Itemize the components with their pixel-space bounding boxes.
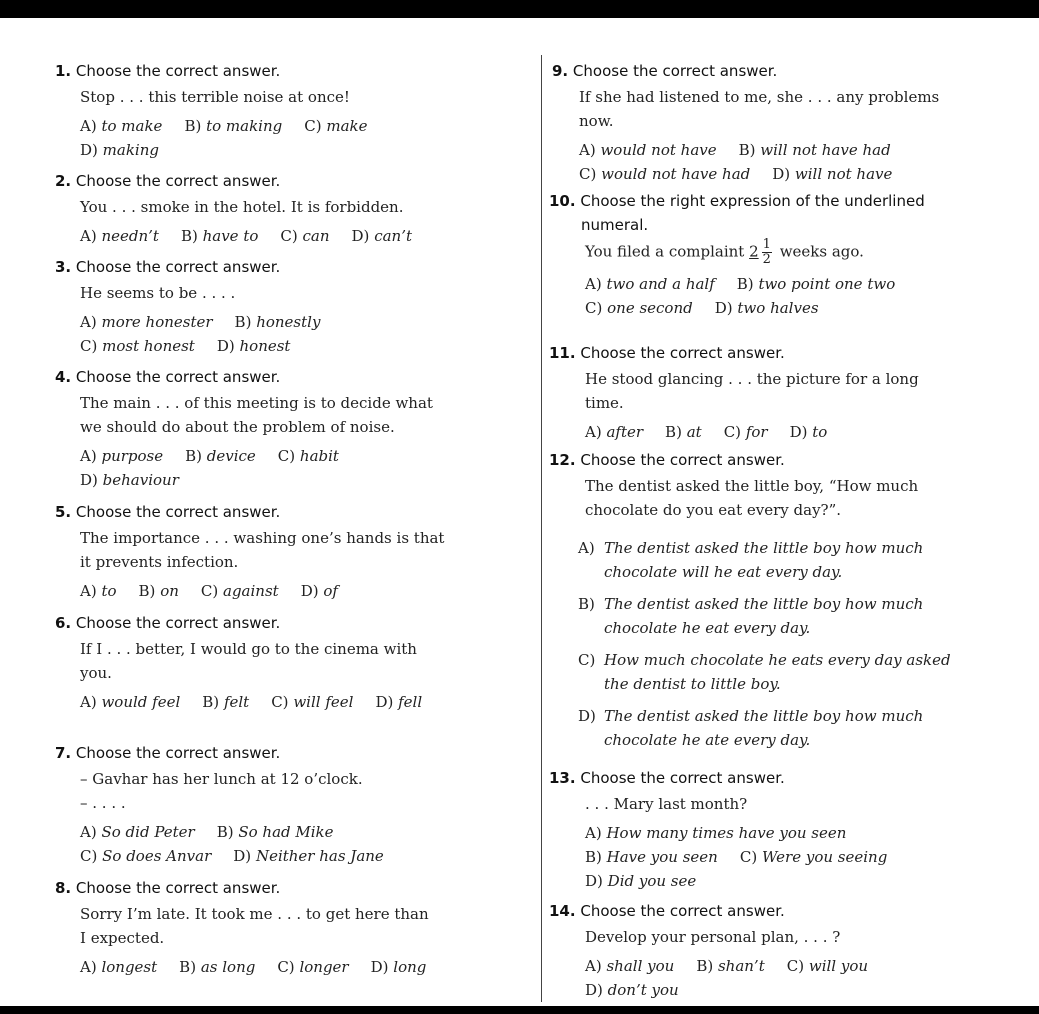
option-text: honestly bbox=[256, 313, 321, 331]
option-letter: B) bbox=[138, 582, 156, 600]
option-letter: B) bbox=[736, 275, 754, 293]
question-4 bbox=[55, 368, 433, 492]
question-header bbox=[55, 744, 406, 762]
answer-option bbox=[787, 957, 868, 975]
option-row bbox=[80, 955, 448, 979]
option-letter: C) bbox=[277, 447, 296, 465]
question-instruction: Choose the correct answer. bbox=[580, 344, 785, 362]
options bbox=[585, 821, 909, 893]
option-letter: D) bbox=[300, 582, 319, 600]
question-number: 12. bbox=[549, 451, 576, 469]
question-header bbox=[55, 172, 434, 190]
column-divider bbox=[541, 55, 542, 1002]
option-letter: B) bbox=[202, 693, 220, 711]
answer-option bbox=[280, 227, 329, 245]
question-6 bbox=[55, 614, 444, 714]
option-row bbox=[585, 954, 890, 978]
option-row bbox=[585, 978, 890, 1002]
option-letter: B) bbox=[738, 141, 756, 159]
option-text: device bbox=[206, 447, 256, 465]
question-header bbox=[549, 769, 909, 787]
option-text: felt bbox=[223, 693, 250, 711]
question-instruction: Choose the correct answer. bbox=[75, 258, 281, 276]
option-letter: B) bbox=[184, 117, 202, 135]
question-number: 14. bbox=[549, 902, 576, 920]
options bbox=[80, 224, 434, 248]
option-letter: A) bbox=[80, 117, 97, 135]
question-number: 4. bbox=[55, 368, 72, 386]
option-row bbox=[80, 444, 433, 468]
option-text: purpose bbox=[101, 447, 164, 465]
option-letter: A) bbox=[585, 423, 602, 441]
answer-option bbox=[181, 227, 258, 245]
option-text: don’t you bbox=[607, 981, 679, 999]
options bbox=[80, 444, 433, 492]
question-number: 6. bbox=[55, 614, 72, 632]
option-letter: A) bbox=[585, 957, 602, 975]
answer-option bbox=[737, 275, 895, 293]
option-letter: D) bbox=[772, 165, 791, 183]
answer-option bbox=[715, 299, 819, 317]
option-letter: B) bbox=[696, 957, 714, 975]
question-7 bbox=[55, 744, 406, 868]
answer-option bbox=[579, 165, 750, 183]
question-header bbox=[55, 503, 444, 521]
option-letter: D) bbox=[375, 693, 394, 711]
options bbox=[579, 138, 939, 186]
answer-option bbox=[80, 337, 195, 355]
option-text: can bbox=[302, 227, 330, 245]
fraction bbox=[762, 238, 772, 267]
question-header bbox=[55, 62, 390, 80]
option-text: after bbox=[606, 423, 644, 441]
answer-option bbox=[585, 981, 679, 999]
option-text: two halves bbox=[737, 299, 819, 317]
option-text: So had Mike bbox=[238, 823, 334, 841]
option-letter: C) bbox=[585, 299, 603, 317]
option-letter: B) bbox=[180, 227, 198, 245]
option-row bbox=[579, 138, 939, 162]
option-text: most honest bbox=[102, 337, 195, 355]
option-text: two and a half bbox=[606, 275, 715, 293]
question-stem: You . . . smoke in the hotel. It is forbidden. bbox=[80, 198, 404, 216]
answer-option bbox=[80, 847, 211, 865]
question-number: 9. bbox=[552, 62, 569, 80]
question-header bbox=[552, 62, 939, 80]
option-text: fell bbox=[398, 693, 423, 711]
question-header bbox=[55, 614, 444, 632]
answer-option bbox=[80, 313, 213, 331]
answer-option bbox=[217, 337, 291, 355]
answer-option bbox=[585, 824, 846, 842]
fraction-denominator: 2 bbox=[762, 252, 771, 267]
option-text: make bbox=[326, 117, 368, 135]
options bbox=[549, 536, 951, 752]
question-header bbox=[55, 368, 433, 386]
question-14 bbox=[549, 902, 890, 1002]
answer-option bbox=[578, 592, 951, 640]
option-text: The dentist asked the little boy how much chocolate will he eat every day. bbox=[604, 539, 924, 581]
question-9 bbox=[552, 62, 939, 186]
question-instruction: Choose the correct answer. bbox=[75, 879, 281, 897]
question-header bbox=[55, 879, 448, 897]
option-text: would feel bbox=[101, 693, 181, 711]
option-letter: D) bbox=[351, 227, 370, 245]
option-text: making bbox=[102, 141, 159, 159]
option-row bbox=[80, 114, 390, 138]
option-text: shall you bbox=[606, 957, 675, 975]
option-letter: A) bbox=[579, 141, 596, 159]
option-text: habit bbox=[299, 447, 339, 465]
answer-option bbox=[578, 536, 951, 584]
answer-option bbox=[585, 872, 696, 890]
question-3 bbox=[55, 258, 342, 358]
option-letter: B) bbox=[179, 958, 197, 976]
question-header bbox=[549, 344, 919, 362]
option-text: can’t bbox=[374, 227, 413, 245]
question-instruction-cont: numeral. bbox=[581, 216, 649, 234]
option-letter: B) bbox=[585, 848, 602, 866]
answer-option bbox=[139, 582, 179, 600]
question-stem: – Gavhar has her lunch at 12 o’clock. – . . . . bbox=[80, 770, 363, 812]
question-13 bbox=[549, 769, 909, 893]
option-text: have to bbox=[202, 227, 259, 245]
option-text: longest bbox=[101, 958, 158, 976]
question-11 bbox=[549, 344, 919, 444]
worksheet-page bbox=[0, 18, 1039, 1006]
option-text: to bbox=[812, 423, 828, 441]
answer-option bbox=[585, 848, 718, 866]
answer-option bbox=[371, 958, 427, 976]
question-stem: The dentist asked the little boy, “How much chocolate do you eat every day?”. bbox=[585, 477, 919, 519]
question-5 bbox=[55, 503, 444, 603]
option-letter: D) bbox=[80, 471, 98, 489]
question-instruction: Choose the correct answer. bbox=[75, 172, 281, 190]
question-stem: . . . Mary last month? bbox=[585, 795, 748, 813]
option-letter: A) bbox=[80, 958, 97, 976]
option-row bbox=[585, 869, 909, 893]
option-text: Were you seeing bbox=[761, 848, 888, 866]
answer-option bbox=[375, 693, 422, 711]
answer-option bbox=[80, 227, 159, 245]
mixed-number-whole: 2 bbox=[749, 242, 759, 261]
answer-option bbox=[724, 423, 768, 441]
question-stem: He seems to be . . . . bbox=[80, 284, 236, 302]
answer-option bbox=[184, 117, 282, 135]
answer-option bbox=[80, 471, 179, 489]
option-letter: C) bbox=[723, 423, 742, 441]
answer-option bbox=[80, 693, 180, 711]
options bbox=[80, 690, 444, 714]
answer-option bbox=[201, 582, 279, 600]
option-text: on bbox=[160, 582, 179, 600]
option-letter: C) bbox=[271, 693, 289, 711]
option-text: will not have had bbox=[760, 141, 891, 159]
answer-option bbox=[80, 823, 195, 841]
question-stem: Stop . . . this terrible noise at once! bbox=[80, 88, 350, 106]
option-text: to make bbox=[101, 117, 163, 135]
option-text: Have you seen bbox=[606, 848, 718, 866]
answer-option bbox=[578, 704, 951, 752]
question-stem: The main . . . of this meeting is to decide what we should do about the problem of noise. bbox=[80, 394, 433, 436]
option-row bbox=[80, 820, 406, 844]
options bbox=[585, 954, 890, 1002]
question-header bbox=[549, 902, 890, 920]
option-row bbox=[80, 579, 444, 603]
option-letter: A) bbox=[585, 824, 602, 842]
option-letter: A) bbox=[80, 447, 97, 465]
question-stem: He stood glancing . . . the picture for a long time. bbox=[585, 370, 919, 412]
answer-option bbox=[80, 447, 163, 465]
option-text: So did Peter bbox=[101, 823, 195, 841]
question-stem bbox=[585, 238, 925, 267]
option-row bbox=[585, 420, 919, 444]
answer-option bbox=[179, 958, 255, 976]
question-instruction: Choose the correct answer. bbox=[75, 503, 281, 521]
option-row bbox=[80, 844, 406, 868]
question-2 bbox=[55, 172, 434, 248]
option-text: one second bbox=[607, 299, 693, 317]
option-letter: D) bbox=[233, 847, 252, 865]
option-letter: C) bbox=[786, 957, 805, 975]
answer-option bbox=[80, 141, 159, 159]
option-letter: A) bbox=[80, 823, 97, 841]
option-letter: D) bbox=[789, 423, 808, 441]
option-text: longer bbox=[299, 958, 349, 976]
option-letter: A) bbox=[585, 275, 602, 293]
answer-option bbox=[235, 313, 321, 331]
options bbox=[80, 114, 390, 162]
option-text: for bbox=[745, 423, 768, 441]
answer-option bbox=[696, 957, 764, 975]
option-text: more honester bbox=[101, 313, 213, 331]
question-instruction: Choose the correct answer. bbox=[75, 62, 281, 80]
answer-option bbox=[80, 958, 157, 976]
option-row bbox=[585, 821, 909, 845]
answer-option bbox=[304, 117, 367, 135]
question-instruction: Choose the correct answer. bbox=[580, 451, 785, 469]
stem-text-before: You filed a complaint bbox=[585, 242, 745, 261]
question-number: 1. bbox=[55, 62, 72, 80]
question-header bbox=[549, 192, 925, 210]
option-row bbox=[80, 310, 342, 334]
option-text: behaviour bbox=[102, 471, 179, 489]
question-instruction: Choose the right expression of the underlined bbox=[580, 192, 925, 210]
options bbox=[585, 420, 919, 444]
option-text: against bbox=[223, 582, 279, 600]
option-letter: C) bbox=[200, 582, 219, 600]
question-8 bbox=[55, 879, 448, 979]
answer-option bbox=[585, 957, 674, 975]
option-text: long bbox=[393, 958, 427, 976]
question-instruction: Choose the correct answer. bbox=[75, 368, 281, 386]
option-text: Neither has Jane bbox=[255, 847, 384, 865]
option-text: will not have bbox=[794, 165, 893, 183]
option-text: at bbox=[686, 423, 702, 441]
answer-option bbox=[80, 582, 117, 600]
question-instruction: Choose the correct answer. bbox=[75, 744, 281, 762]
answer-option bbox=[277, 958, 348, 976]
option-row bbox=[80, 138, 390, 162]
question-stem: If she had listened to me, she . . . any problems now. bbox=[579, 88, 940, 130]
option-letter: C) bbox=[578, 651, 596, 669]
question-number: 8. bbox=[55, 879, 72, 897]
question-1 bbox=[55, 62, 390, 162]
answer-option bbox=[217, 823, 334, 841]
options bbox=[80, 955, 448, 979]
option-text: How much chocolate he eats every day asked the dentist to little boy. bbox=[604, 651, 951, 693]
option-letter: C) bbox=[280, 227, 298, 245]
option-letter: B) bbox=[185, 447, 202, 465]
option-letter: B) bbox=[665, 423, 682, 441]
option-text: Did you see bbox=[607, 872, 697, 890]
option-text: will you bbox=[808, 957, 869, 975]
answer-option bbox=[578, 648, 951, 696]
option-text: The dentist asked the little boy how much chocolate he eat every day. bbox=[604, 595, 924, 637]
option-row bbox=[80, 690, 444, 714]
option-row bbox=[585, 272, 925, 296]
answer-option bbox=[585, 299, 693, 317]
option-letter: D) bbox=[80, 141, 98, 159]
question-stem: Sorry I’m late. It took me . . . to get here than I expected. bbox=[80, 905, 429, 947]
option-text: shan’t bbox=[717, 957, 765, 975]
question-stem: The importance . . . washing one’s hands is that it prevents infection. bbox=[80, 529, 445, 571]
option-row bbox=[585, 845, 909, 869]
option-text: will feel bbox=[293, 693, 354, 711]
option-row bbox=[80, 224, 434, 248]
option-letter: A) bbox=[578, 539, 595, 557]
option-letter: D) bbox=[714, 299, 733, 317]
option-letter: A) bbox=[80, 582, 97, 600]
question-10 bbox=[549, 192, 925, 320]
answer-option bbox=[740, 848, 887, 866]
option-text: to making bbox=[206, 117, 283, 135]
option-letter: C) bbox=[80, 337, 98, 355]
answer-option bbox=[579, 141, 717, 159]
answer-option bbox=[739, 141, 891, 159]
option-letter: D) bbox=[370, 958, 389, 976]
option-text: of bbox=[323, 582, 338, 600]
question-number: 7. bbox=[55, 744, 72, 762]
option-letter: D) bbox=[585, 981, 603, 999]
option-letter: C) bbox=[80, 847, 98, 865]
answer-option bbox=[202, 693, 249, 711]
question-number: 2. bbox=[55, 172, 72, 190]
answer-option bbox=[790, 423, 828, 441]
options bbox=[585, 272, 925, 320]
option-text: would not have bbox=[600, 141, 717, 159]
option-text: honest bbox=[239, 337, 291, 355]
option-letter: C) bbox=[579, 165, 597, 183]
option-letter: D) bbox=[578, 707, 596, 725]
question-number: 11. bbox=[549, 344, 576, 362]
option-text: to bbox=[101, 582, 117, 600]
answer-option bbox=[352, 227, 412, 245]
option-text: needn’t bbox=[101, 227, 159, 245]
option-text: as long bbox=[200, 958, 256, 976]
question-header bbox=[549, 451, 951, 469]
stem-text-after: weeks ago. bbox=[779, 242, 864, 261]
question-stem: If I . . . better, I would go to the cinema with you. bbox=[80, 640, 417, 682]
option-row bbox=[80, 334, 342, 358]
answer-option bbox=[233, 847, 384, 865]
option-text: How many times have you seen bbox=[606, 824, 847, 842]
option-text: would not have had bbox=[601, 165, 751, 183]
option-letter: C) bbox=[277, 958, 295, 976]
option-row bbox=[579, 162, 939, 186]
option-letter: A) bbox=[80, 693, 97, 711]
options bbox=[80, 820, 406, 868]
question-header bbox=[55, 258, 342, 276]
option-letter: B) bbox=[234, 313, 252, 331]
option-text: So does Anvar bbox=[102, 847, 212, 865]
answer-option bbox=[185, 447, 256, 465]
question-number: 3. bbox=[55, 258, 72, 276]
option-row bbox=[80, 468, 433, 492]
option-text: two point one two bbox=[758, 275, 896, 293]
question-instruction: Choose the correct answer. bbox=[572, 62, 778, 80]
question-stem: Develop your personal plan, . . . ? bbox=[585, 928, 841, 946]
answer-option bbox=[271, 693, 353, 711]
answer-option bbox=[772, 165, 892, 183]
question-12 bbox=[549, 451, 951, 752]
options bbox=[80, 579, 444, 603]
answer-option bbox=[665, 423, 702, 441]
option-letter: A) bbox=[80, 313, 97, 331]
question-instruction: Choose the correct answer. bbox=[580, 769, 785, 787]
answer-option bbox=[585, 275, 715, 293]
option-letter: A) bbox=[80, 227, 97, 245]
answer-option bbox=[278, 447, 339, 465]
question-number: 5. bbox=[55, 503, 72, 521]
option-row bbox=[585, 296, 925, 320]
option-letter: C) bbox=[304, 117, 322, 135]
answer-option bbox=[80, 117, 162, 135]
answer-option bbox=[301, 582, 338, 600]
question-instruction: Choose the correct answer. bbox=[75, 614, 281, 632]
answer-option bbox=[585, 423, 643, 441]
option-letter: B) bbox=[216, 823, 234, 841]
option-letter: D) bbox=[585, 872, 603, 890]
question-number: 10. bbox=[549, 192, 576, 210]
question-number: 13. bbox=[549, 769, 576, 787]
options bbox=[80, 310, 342, 358]
option-letter: D) bbox=[216, 337, 235, 355]
fraction-numerator: 1 bbox=[762, 237, 771, 252]
option-text: The dentist asked the little boy how much chocolate he ate every day. bbox=[604, 707, 924, 749]
option-letter: C) bbox=[739, 848, 758, 866]
question-instruction: Choose the correct answer. bbox=[580, 902, 785, 920]
option-letter: B) bbox=[578, 595, 595, 613]
